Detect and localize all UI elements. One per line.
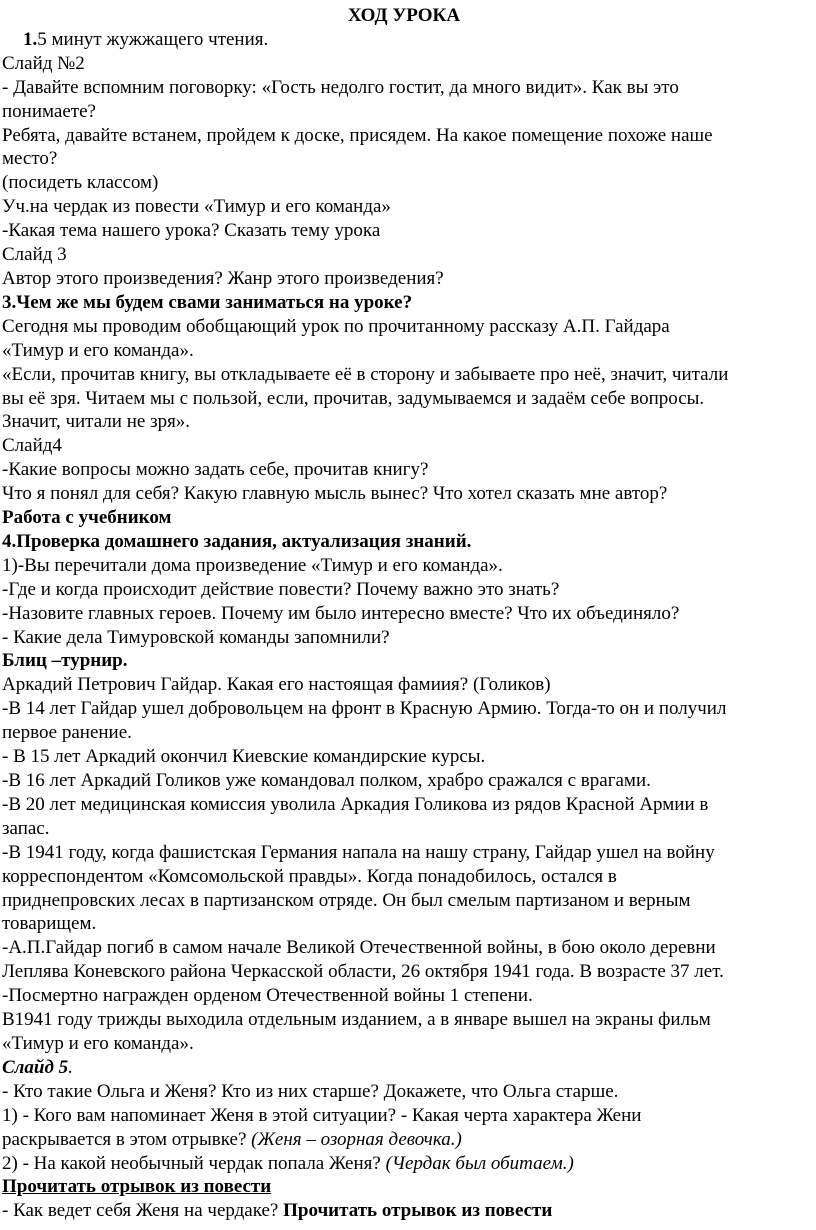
text-run: первое ранение. (2, 722, 132, 744)
text-run: -А.П.Гайдар погиб в самом начале Великой Отечественной войны, в бою около деревни (2, 937, 716, 959)
text-line (2, 673, 806, 697)
text-run: (Чердак был обитаем.) (385, 1152, 574, 1174)
text-run: Прочитать отрывок из повести (2, 1176, 272, 1198)
text-run: - Какие дела Тимуровской команды запомнили? (2, 626, 390, 648)
text-line (2, 100, 806, 124)
text-line (2, 506, 806, 530)
text-run: 5 минут жужжащего чтения. (37, 28, 269, 50)
text-run: «Тимур и его команда». (2, 1032, 194, 1054)
text-line (2, 865, 806, 889)
text-run: Аркадий Петрович Гайдар. Какая его настоящая фамиия? (Голиков) (2, 674, 551, 696)
text-line (2, 28, 806, 52)
text-line (2, 219, 806, 243)
text-line (2, 841, 806, 865)
text-line (2, 697, 806, 721)
text-run: -В 20 лет медицинская комиссия уволила Аркадия Голикова из рядов Красной Армии в (2, 793, 709, 815)
text-line (2, 315, 806, 339)
text-run: . (68, 1056, 73, 1078)
text-line (2, 530, 806, 554)
document-title: ХОД УРОКА (347, 5, 461, 26)
text-run: Прочитать отрывок из повести (283, 1200, 553, 1222)
text-run: 1) - Кого вам напоминает Женя в этой ситуации? - Какая черта характера Жени (2, 1104, 642, 1126)
text-run: -Посмертно награжден орденом Отечественной войны 1 степени. (2, 985, 533, 1007)
text-line (2, 458, 806, 482)
text-run: запас. (2, 817, 50, 839)
text-line (2, 124, 806, 148)
text-run: 3.Чем же мы будем свами заниматься на уроке? (2, 291, 413, 313)
text-run: понимаете? (2, 100, 96, 122)
text-line (2, 769, 806, 793)
text-line (2, 817, 806, 841)
text-line (2, 1032, 806, 1056)
text-run: - Как ведет себя Женя на чердаке? (2, 1200, 284, 1222)
text-line (2, 936, 806, 960)
text-line (2, 243, 806, 267)
document-body (2, 28, 806, 1223)
text-run: Слайд №2 (2, 52, 85, 74)
text-run: -В 1941 году, когда фашистская Германия напала на нашу страну, Гайдар ушел на войну (2, 841, 715, 863)
text-line (2, 984, 806, 1008)
text-run: Значит, читали не зря». (2, 411, 191, 433)
text-line (2, 1152, 806, 1176)
text-line (2, 52, 806, 76)
text-run: 1)-Вы перечитали дома произведение «Тимур и его команда». (2, 554, 503, 576)
text-line (2, 1175, 806, 1199)
text-run: 4.Проверка домашнего задания, актуализация знаний. (2, 530, 472, 552)
text-run: Сегодня мы проводим обобщающий урок по прочитанному рассказу А.П. Гайдара (2, 315, 670, 337)
text-run: 2) - На какой необычный чердак попала Женя? (2, 1152, 386, 1174)
text-line (2, 889, 806, 913)
text-line (2, 171, 806, 195)
text-run: «Если, прочитав книгу, вы откладываете её в сторону и забываете про неё, значит, читали (2, 363, 729, 385)
text-run: «Тимур и его команда». (2, 339, 194, 361)
text-run: (Женя – озорная девочка.) (251, 1128, 462, 1150)
text-line (2, 1056, 806, 1080)
text-run: вы её зря. Читаем мы с пользой, если, прочитав, задумываемся и задаём себе вопросы. (2, 387, 705, 409)
text-line (2, 912, 806, 936)
text-run: Уч.на чердак из повести «Тимур и его команда» (2, 196, 391, 218)
text-run: -Какая тема нашего урока? Сказать тему урока (2, 220, 381, 242)
text-line (2, 721, 806, 745)
text-line (2, 339, 806, 363)
text-run: Автор этого произведения? Жанр этого произведения? (2, 267, 444, 289)
text-run: товарищем. (2, 913, 97, 935)
text-line (2, 626, 806, 650)
text-run: Работа с учебником (2, 507, 172, 529)
text-run: - В 15 лет Аркадий окончил Киевские командирские курсы. (2, 746, 486, 768)
text-line (2, 960, 806, 984)
text-run: место? (2, 148, 58, 170)
text-line (2, 793, 806, 817)
text-run: -Назовите главных героев. Почему им было интересно вместе? Что их объединяло? (2, 602, 680, 624)
text-run: Ребята, давайте встанем, пройдем к доске, присядем. На какое помещение похоже наше (2, 124, 713, 146)
text-line (2, 363, 806, 387)
text-line (2, 387, 806, 411)
text-line (2, 1008, 806, 1032)
text-run: -Где и когда происходит действие повести? Почему важно это знать? (2, 578, 560, 600)
text-run: Леплява Коневского района Черкасской области, 26 октября 1941 года. В возрасте 37 лет. (2, 961, 724, 983)
text-run: - Давайте вспомним поговорку: «Гость недолго гостит, да много видит». Как вы это (2, 76, 679, 98)
text-line (2, 1104, 806, 1128)
text-run: -В 14 лет Гайдар ушел добровольцем на фронт в Красную Армию. Тогда-то он и получил (2, 698, 727, 720)
text-run: приднепровских лесах в партизанском отряде. Он был смелым партизаном и верным (2, 889, 691, 911)
text-line (2, 76, 806, 100)
text-line (2, 1128, 806, 1152)
text-run: Слайд 5 (2, 1056, 69, 1078)
text-run: 1. (23, 28, 38, 50)
text-line (2, 1199, 806, 1223)
text-line (2, 291, 806, 315)
text-run: -В 16 лет Аркадий Голиков уже командовал полком, храбро сражался с врагами. (2, 770, 651, 791)
text-run: Слайд 3 (2, 244, 67, 266)
text-line (2, 1080, 806, 1104)
text-line (2, 602, 806, 626)
text-run: корреспондентом «Комсомольской правды». Когда понадобилось, остался в (2, 865, 617, 887)
text-line (2, 147, 806, 171)
text-run: раскрывается в этом отрывке? (2, 1128, 252, 1150)
text-run: Слайд4 (2, 435, 62, 457)
text-run: (посидеть классом) (2, 172, 159, 194)
text-line (2, 649, 806, 673)
text-line (2, 745, 806, 769)
text-run: Блиц –турнир. (2, 650, 128, 672)
text-line (2, 195, 806, 219)
text-run: -Какие вопросы можно задать себе, прочитав книгу? (2, 459, 429, 481)
text-line (2, 482, 806, 506)
text-run: Что я понял для себя? Какую главную мысль вынес? Что хотел сказать мне автор? (2, 483, 668, 505)
text-line (2, 267, 806, 291)
text-line (2, 410, 806, 434)
text-line (2, 434, 806, 458)
text-line (2, 554, 806, 578)
text-line (2, 578, 806, 602)
text-run: В1941 году трижды выходила отдельным изданием, а в январе вышел на экраны фильм (2, 1009, 711, 1031)
text-run: - Кто такие Ольга и Женя? Кто из них старше? Докажете, что Ольга старше. (2, 1080, 619, 1102)
